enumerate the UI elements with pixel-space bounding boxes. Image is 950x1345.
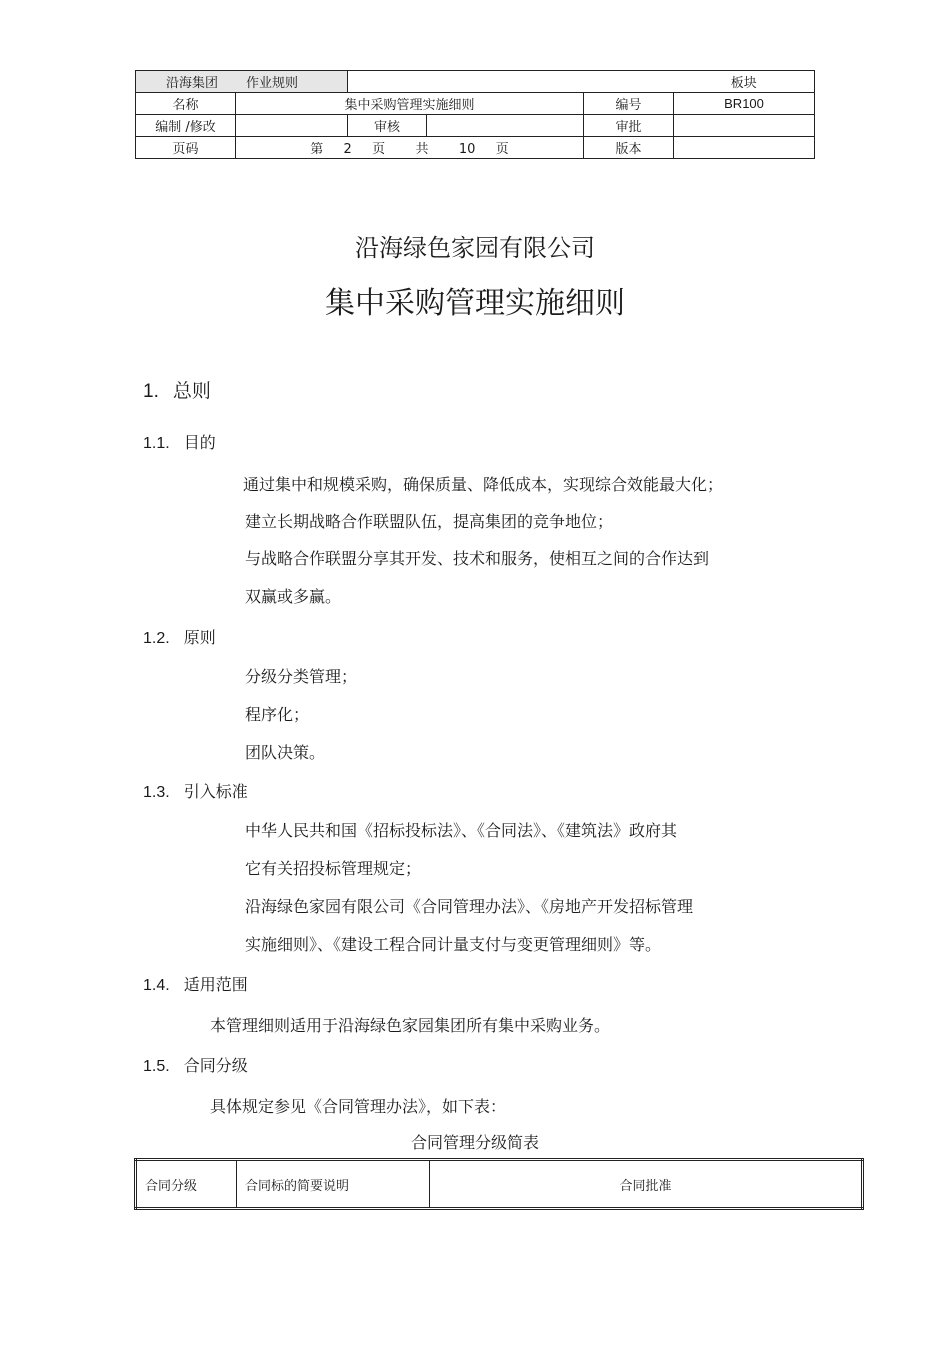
paragraph-line: 建立长期战略合作联盟队伍，提高集团的竞争地位； bbox=[245, 512, 614, 531]
section-number: 1.4. bbox=[143, 977, 170, 994]
paragraph-line: 通过集中和规模采购，确保质量、降低成本，实现综合效能最大化； bbox=[243, 475, 724, 494]
column-header: 合同分级 bbox=[136, 1160, 237, 1209]
approve-value bbox=[674, 115, 815, 137]
header-row-1 bbox=[136, 71, 815, 93]
category-label: 作业规则 bbox=[246, 76, 299, 91]
paragraph-line: 与战略合作联盟分享其开发、技术和服务，使相互之间的合作达到 bbox=[245, 549, 710, 568]
header-table bbox=[135, 70, 815, 159]
blank-cell bbox=[348, 71, 674, 93]
code-value: BR100 bbox=[674, 93, 815, 115]
paragraph-line: 分级分类管理； bbox=[245, 667, 358, 686]
section-1-1-heading bbox=[143, 430, 216, 453]
section-number: 1.1. bbox=[143, 435, 170, 452]
company-name: 沿海绿色家园有限公司 bbox=[355, 234, 595, 262]
paragraph-line: 本管理细则适用于沿海绿色家园集团所有集中采购业务。 bbox=[210, 1016, 611, 1035]
section-title: 原则 bbox=[183, 628, 216, 647]
paragraph-line: 双赢或多赢。 bbox=[245, 587, 342, 606]
section-label: 板块 bbox=[674, 71, 815, 93]
page-label: 页码 bbox=[136, 137, 236, 159]
header-row-4 bbox=[136, 137, 815, 159]
section-1-4-heading bbox=[143, 972, 248, 995]
edit-label: 编制 /修改 bbox=[136, 115, 236, 137]
section-title: 合同分级 bbox=[183, 1056, 248, 1075]
paragraph-line: 团队决策。 bbox=[245, 743, 326, 762]
section-number: 1.3. bbox=[143, 784, 170, 801]
company-category-cell bbox=[136, 71, 348, 93]
section-number: 1. bbox=[143, 381, 159, 402]
name-label: 名称 bbox=[136, 93, 236, 115]
paragraph-line: 程序化； bbox=[245, 705, 310, 724]
approve-label: 审批 bbox=[584, 115, 674, 137]
page-value: 第 2 页 共 10 页 bbox=[236, 137, 584, 159]
contract-grade-table bbox=[134, 1158, 864, 1210]
document-title: 集中采购管理实施细则 bbox=[325, 286, 625, 321]
review-value bbox=[427, 115, 584, 137]
section-title: 总则 bbox=[172, 380, 211, 402]
paragraph-line: 中华人民共和国《招标投标法》、《合同法》、《建筑法》政府其 bbox=[245, 821, 678, 840]
table-header-row bbox=[136, 1160, 863, 1209]
name-value: 集中采购管理实施细则 bbox=[236, 93, 584, 115]
section-1-2-heading bbox=[143, 625, 216, 648]
review-label: 审核 bbox=[348, 115, 427, 137]
section-title: 适用范围 bbox=[183, 975, 248, 994]
paragraph-line: 沿海绿色家园有限公司《合同管理办法》、《房地产开发招标管理 bbox=[245, 897, 694, 916]
header-row-2 bbox=[136, 93, 815, 115]
section-title: 引入标准 bbox=[183, 782, 248, 801]
version-label: 版本 bbox=[584, 137, 674, 159]
section-1-heading bbox=[143, 376, 211, 403]
paragraph-line: 它有关招投标管理规定； bbox=[245, 859, 422, 878]
column-header: 合同标的简要说明 bbox=[237, 1160, 430, 1209]
column-header: 合同批准 bbox=[430, 1160, 863, 1209]
code-label: 编号 bbox=[584, 93, 674, 115]
edit-value bbox=[236, 115, 348, 137]
header-row-3 bbox=[136, 115, 815, 137]
section-number: 1.5. bbox=[143, 1058, 170, 1075]
paragraph-line: 具体规定参见《合同管理办法》，如下表： bbox=[210, 1097, 507, 1116]
section-1-5-heading bbox=[143, 1053, 248, 1076]
section-number: 1.2. bbox=[143, 630, 170, 647]
version-value bbox=[674, 137, 815, 159]
paragraph-line: 实施细则》、《建设工程合同计量支付与变更管理细则》等。 bbox=[245, 935, 662, 954]
company-label: 沿海集团 bbox=[166, 76, 219, 91]
section-title: 目的 bbox=[183, 433, 216, 452]
table-caption: 合同管理分级简表 bbox=[410, 1133, 539, 1152]
section-1-3-heading bbox=[143, 779, 248, 802]
